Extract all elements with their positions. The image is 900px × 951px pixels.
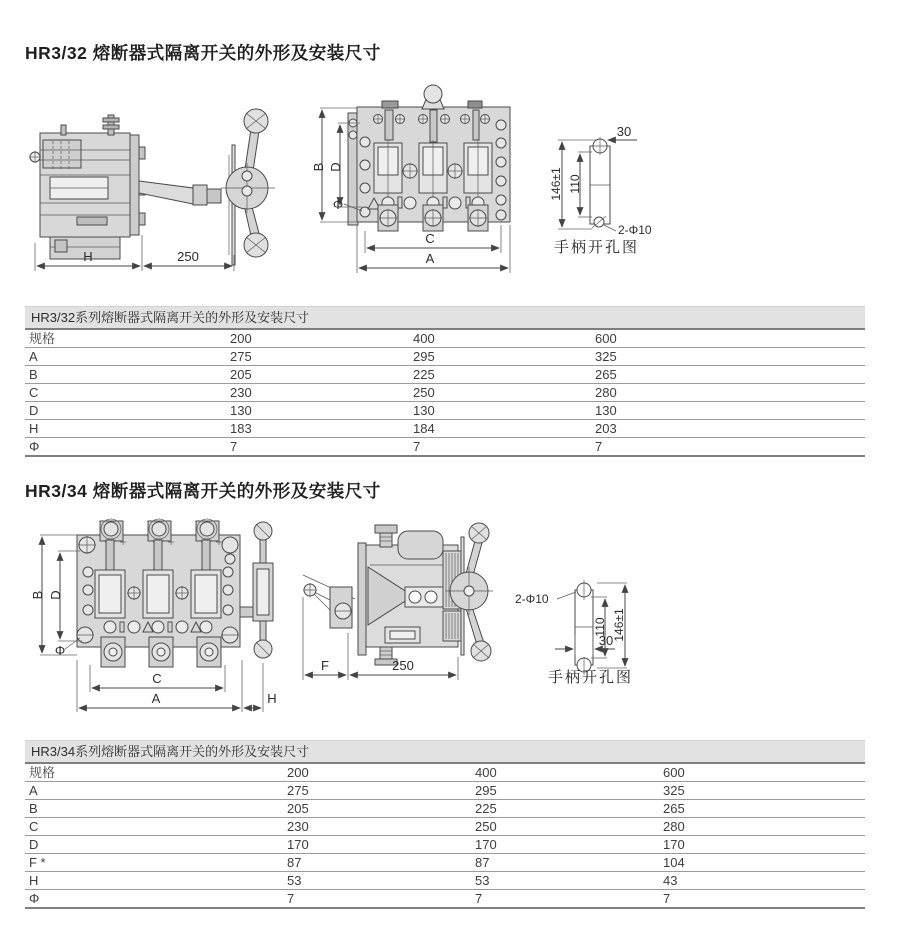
table-row [25, 366, 865, 384]
value-cell: 7 [663, 890, 865, 909]
table-row [25, 348, 865, 366]
value-cell: 400 [475, 764, 663, 782]
handle-hole-caption-1: 手柄开孔图 [554, 239, 640, 256]
front-bracket [303, 575, 355, 628]
dim-label-A: A [151, 691, 161, 706]
value-cell: 87 [287, 854, 475, 872]
hr3-34-side-view-drawing [295, 515, 510, 715]
table-hr3-32 [25, 306, 865, 457]
dim-label-250: 250 [392, 658, 414, 673]
section1-title: HR3/32 熔断器式隔离开关的外形及安装尺寸 [25, 43, 381, 63]
value-cell: 205 [287, 800, 475, 818]
value-cell: 7 [230, 438, 413, 457]
value-cell: 325 [663, 782, 865, 800]
value-cell: 250 [413, 384, 595, 402]
value-cell: 7 [287, 890, 475, 909]
row-label: 规格 [25, 764, 287, 782]
bottom-terminals [101, 637, 221, 667]
value-cell: 250 [475, 818, 663, 836]
row-label: A [25, 348, 230, 366]
switch-body-side [29, 115, 145, 259]
value-cell: 225 [475, 800, 663, 818]
dim-label-C: C [152, 671, 162, 686]
row-label: 规格 [25, 330, 230, 348]
switch-body-side [358, 525, 461, 665]
row-label: A [25, 782, 287, 800]
table-hr3-34 [25, 740, 865, 909]
dim-label-250: 250 [177, 249, 199, 264]
dim-label-C: C [425, 231, 435, 246]
value-cell: 170 [475, 836, 663, 854]
dim-label-phi: Φ [54, 643, 66, 658]
dim-label-146: 146±1 [549, 167, 563, 201]
row-label: Φ [25, 890, 287, 909]
table-row [25, 402, 865, 420]
dim-label-146: 146±1 [612, 608, 626, 642]
value-cell: 275 [230, 348, 413, 366]
dim-label-B: B [311, 162, 326, 172]
dim-label-2phi10: 2-Φ10 [618, 223, 652, 237]
row-label: D [25, 836, 287, 854]
value-cell: 170 [663, 836, 865, 854]
table-caption: HR3/32系列熔断器式隔离开关的外形及安装尺寸 [25, 306, 865, 330]
value-cell: 230 [230, 384, 413, 402]
row-label: Φ [25, 438, 230, 457]
table-row [25, 854, 865, 872]
value-cell: 600 [595, 330, 865, 348]
top-terminals [100, 519, 219, 541]
table-row [25, 818, 865, 836]
row-label: B [25, 366, 230, 384]
value-cell: 200 [230, 330, 413, 348]
value-cell: 7 [595, 438, 865, 457]
value-cell: 43 [663, 872, 865, 890]
dim-label-D: D [48, 590, 63, 600]
dim-label-B: B [30, 590, 45, 600]
value-cell: 53 [475, 872, 663, 890]
table-row [25, 800, 865, 818]
fuse-modules [95, 540, 221, 618]
switch-body-front [348, 85, 510, 231]
value-cell: 265 [595, 366, 865, 384]
hr3-32-front-view-drawing [312, 85, 542, 285]
table-row [25, 420, 865, 438]
dim-label-F: F [321, 658, 329, 673]
dim-label-phi: Φ [332, 197, 344, 212]
hr3-32-handle-hole-drawing [540, 122, 690, 240]
value-cell: 170 [287, 836, 475, 854]
value-cell: 280 [663, 818, 865, 836]
value-cell: 7 [475, 890, 663, 909]
value-cell: 295 [475, 782, 663, 800]
handle-hole-caption-2: 手柄开孔图 [548, 669, 634, 686]
table-row [25, 782, 865, 800]
value-cell: 200 [287, 764, 475, 782]
dim-label-2phi10: 2-Φ10 [515, 592, 549, 606]
dim-label-H: H [83, 249, 93, 264]
row-label: H [25, 420, 230, 438]
row-label: D [25, 402, 230, 420]
dim-label-30: 30 [616, 124, 632, 139]
table-row [25, 384, 865, 402]
dim-label-A: A [425, 251, 435, 266]
value-cell: 230 [287, 818, 475, 836]
value-cell: 87 [475, 854, 663, 872]
fuse-modules [374, 140, 492, 197]
value-cell: 203 [595, 420, 865, 438]
table-row [25, 330, 865, 348]
hr3-32-side-view-drawing [25, 85, 310, 295]
dim-label-110: 110 [568, 174, 582, 194]
value-cell: 130 [595, 402, 865, 420]
dim-label-110: 110 [593, 617, 607, 637]
value-cell: 130 [230, 402, 413, 420]
table-row [25, 890, 865, 909]
value-cell: 600 [663, 764, 865, 782]
row-label: C [25, 384, 230, 402]
value-cell: 275 [287, 782, 475, 800]
value-cell: 325 [595, 348, 865, 366]
value-cell: 130 [413, 402, 595, 420]
value-cell: 265 [663, 800, 865, 818]
value-cell: 53 [287, 872, 475, 890]
dim-label-D: D [328, 162, 343, 172]
dim-label-H: H [267, 691, 277, 706]
value-cell: 7 [413, 438, 595, 457]
value-cell: 184 [413, 420, 595, 438]
operating-shaft [139, 181, 221, 205]
row-label: H [25, 872, 287, 890]
value-cell: 183 [230, 420, 413, 438]
table-row [25, 872, 865, 890]
value-cell: 225 [413, 366, 595, 384]
table-row [25, 438, 865, 457]
dim-label-30: 30 [598, 633, 614, 648]
hr3-34-front-view-drawing [20, 515, 295, 730]
value-cell: 400 [413, 330, 595, 348]
row-label: B [25, 800, 287, 818]
value-cell: 205 [230, 366, 413, 384]
switch-body-front [76, 519, 240, 667]
table-caption: HR3/34系列熔断器式隔离开关的外形及安装尺寸 [25, 740, 865, 764]
row-label: C [25, 818, 287, 836]
bottom-terminals [378, 205, 488, 231]
value-cell: 280 [595, 384, 865, 402]
value-cell: 295 [413, 348, 595, 366]
side-handle [240, 522, 273, 658]
section2-title: HR3/34 熔断器式隔离开关的外形及安装尺寸 [25, 481, 381, 501]
value-cell: 104 [663, 854, 865, 872]
table-row [25, 836, 865, 854]
row-label: F * [25, 854, 287, 872]
table-row [25, 764, 865, 782]
